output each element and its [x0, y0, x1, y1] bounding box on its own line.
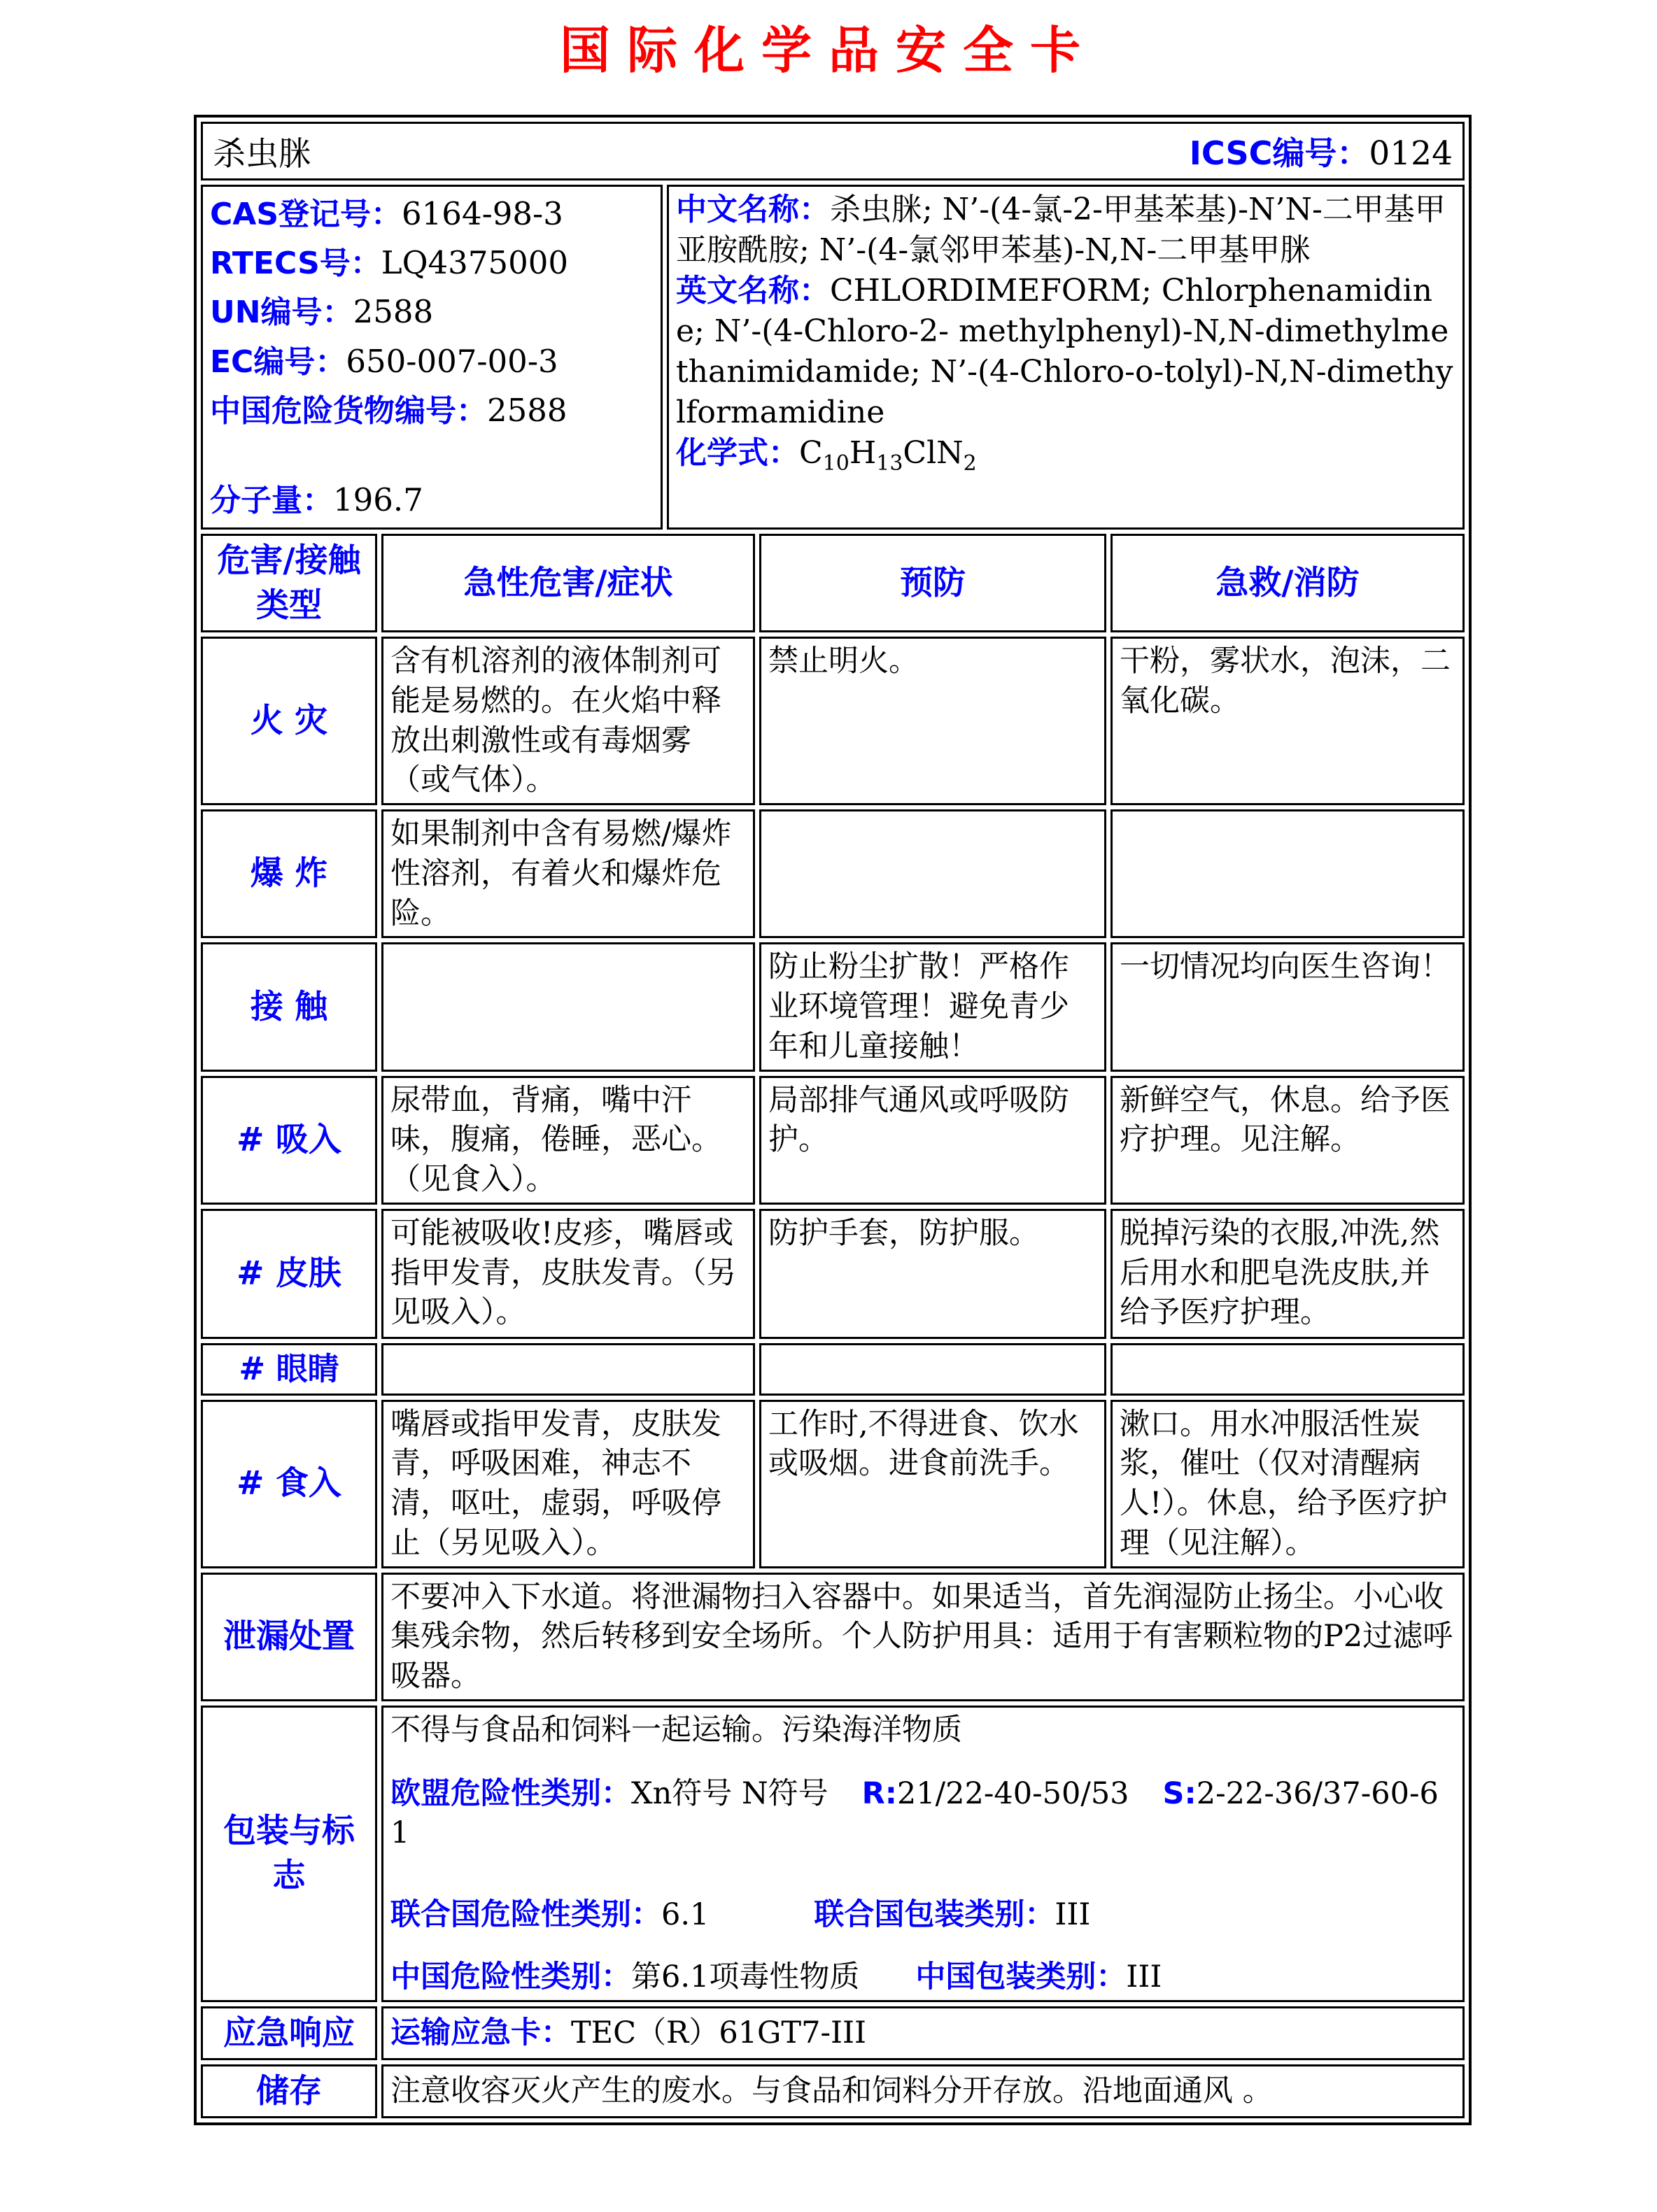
exposure-symptoms [381, 942, 755, 1071]
packaging-cn-line [390, 1957, 1455, 1997]
english-name-paragraph [676, 271, 1455, 433]
header-prevention: 预防 [759, 534, 1106, 632]
ec-value: 650-007-00-3 [346, 342, 558, 380]
mw-value: 196.7 [333, 481, 423, 518]
packaging-transport-note: 不得与食品和饲料一起运输。污染海洋物质 [390, 1712, 962, 1747]
un-pack-label: 联合国包装类别： [814, 1897, 1055, 1932]
registry-numbers-cell [201, 185, 663, 530]
transport-card-value: TEC（R）61GT7-III [571, 2015, 866, 2050]
identifier-row [201, 185, 1465, 530]
ingestion-firstaid: 漱口。用水冲服活性炭浆，催吐（仅对清醒病人!）。休息，给予医疗护理（见注解）。 [1110, 1400, 1465, 1568]
skin-label: # 皮肤 [201, 1209, 377, 1339]
eu-class-value: Xn符号 N符号 [631, 1775, 828, 1811]
fire-label: 火 灾 [201, 637, 377, 805]
fire-firstaid: 干粉，雾状水，泡沫，二氧化碳。 [1110, 637, 1465, 805]
eyes-symptoms [381, 1343, 755, 1396]
exposure-label: 接 触 [201, 942, 377, 1071]
eyes-firstaid [1110, 1343, 1465, 1396]
exposure-prevention: 防止粉尘扩散！严格作业环境管理！避免青少年和儿童接触！ [759, 942, 1106, 1071]
chemical-names-cell [667, 185, 1465, 530]
header-firstaid: 急救/消防 [1110, 534, 1465, 632]
mw-label: 分子量： [210, 482, 333, 518]
header-hazard-type: 危害/接触类型 [201, 534, 377, 632]
un-value: 2588 [353, 293, 434, 331]
hazard-row-skin [201, 1209, 1465, 1339]
page-title: 国际化学品安全卡 [559, 21, 1097, 80]
english-name-label: 英文名称： [676, 273, 830, 309]
spill-text: 不要冲入下水道。将泄漏物扫入容器中。如果适当，首先润湿防止扬尘。小心收集残余物，然后转移到安全场所。个人防护用具：适用于有害颗粒物的P2过滤呼吸器。 [381, 1573, 1465, 1701]
inhalation-firstaid: 新鲜空气，休息。给予医疗护理。见注解。 [1110, 1076, 1465, 1205]
hazard-row-fire [201, 637, 1465, 805]
explosion-prevention [759, 809, 1106, 938]
icsc-number-label: ICSC编号： [1189, 134, 1369, 172]
skin-firstaid: 脱掉污染的衣服,冲洗,然后用水和肥皂洗皮肤,并给予医疗护理。 [1110, 1209, 1465, 1339]
formula-value: $C_{10}H_{13}ClN_2$ [799, 435, 977, 476]
section-row-emergency [201, 2006, 1465, 2060]
section-row-packaging [201, 1706, 1465, 2002]
card-header-row [201, 122, 1465, 180]
explosion-firstaid [1110, 809, 1465, 938]
header-symptoms: 急性危害/症状 [381, 534, 755, 632]
un-pack-value: III [1055, 1897, 1091, 1932]
cas-value: 6164-98-3 [402, 195, 563, 232]
un-class-value: 6.1 [661, 1897, 710, 1932]
transport-card-label: 运输应急卡： [390, 2015, 571, 2050]
ec-number-line [210, 337, 654, 386]
cas-label: CAS登记号： [210, 197, 402, 232]
hazard-row-inhalation [201, 1076, 1465, 1205]
chinese-name-label: 中文名称： [676, 192, 830, 227]
exposure-firstaid: 一切情况均向医生咨询！ [1110, 942, 1465, 1071]
hazard-table-header-row [201, 534, 1465, 632]
un-number-line [210, 288, 654, 336]
un-class-label: 联合国危险性类别： [390, 1897, 661, 1932]
cn-pack-value: III [1126, 1959, 1162, 1994]
cn-dg-label: 中国危险货物编号： [210, 392, 487, 429]
s-phrases-label: S: [1162, 1775, 1197, 1811]
cn-dangerous-goods-line [210, 386, 654, 435]
packaging-content [381, 1706, 1465, 2002]
ingestion-label: # 食入 [201, 1400, 377, 1568]
ec-label: EC编号： [210, 343, 346, 380]
hazard-row-explosion [201, 809, 1465, 938]
un-label: UN编号： [210, 295, 353, 331]
cn-class-value: 第6.1项毒性物质 [631, 1959, 860, 1994]
inhalation-label: # 吸入 [201, 1076, 377, 1205]
formula-paragraph [676, 433, 1455, 477]
eyes-prevention [759, 1343, 1106, 1396]
rtecs-number-line [210, 239, 654, 288]
hazard-row-eyes [201, 1343, 1465, 1396]
explosion-label: 爆 炸 [201, 809, 377, 938]
icsc-card [194, 115, 1472, 2125]
packaging-un-line [390, 1895, 1455, 1935]
section-row-spill [201, 1573, 1465, 1701]
r-phrases-value: 21/22-40-50/53 [896, 1775, 1129, 1811]
hazard-row-exposure [201, 942, 1465, 1071]
molecular-weight-line [210, 476, 654, 525]
chinese-name-paragraph [676, 190, 1455, 271]
emergency-content [381, 2006, 1465, 2060]
chinese-name-value: 杀虫脒; N’-(4-氯-2-甲基苯基)-N’N-二甲基甲亚胺酰胺; N’-(4-氯邻甲苯基)-N,N-二甲基甲脒 [676, 192, 1446, 269]
packaging-label: 包装与标志 [201, 1706, 377, 2002]
english-name-value: CHLORDIMEFORM; Chlorphenamidine; N’-(4-Chloro-2- methylphenyl)-N,N-dimethylmethanimidamide; N’-(4-Chloro-o-tolyl)-N,N-dimethylformamidine [676, 273, 1453, 431]
substance-header-cell [201, 122, 1465, 180]
packaging-eu-line [390, 1774, 1455, 1854]
storage-label: 储存 [201, 2064, 377, 2118]
section-row-storage [201, 2064, 1465, 2118]
icsc-number-value: 0124 [1369, 134, 1453, 173]
skin-prevention: 防护手套，防护服。 [759, 1209, 1106, 1339]
rtecs-value: LQ4375000 [381, 244, 568, 282]
eyes-label: # 眼睛 [201, 1343, 377, 1396]
spill-label: 泄漏处置 [201, 1573, 377, 1701]
cas-number-line [210, 190, 654, 239]
fire-prevention: 禁止明火。 [759, 637, 1106, 805]
fire-symptoms: 含有机溶剂的液体制剂可能是易燃的。在火焰中释放出刺激性或有毒烟雾（或气体）。 [381, 637, 755, 805]
substance-name: 杀虫脒 [213, 134, 311, 173]
rtecs-label: RTECS号： [210, 246, 381, 282]
skin-symptoms: 可能被吸收!皮疹，嘴唇或指甲发青，皮肤发青。（另见吸入）。 [381, 1209, 755, 1339]
emergency-label: 应急响应 [201, 2006, 377, 2060]
icsc-number-group [1190, 128, 1453, 174]
explosion-symptoms: 如果制剂中含有易燃/爆炸性溶剂，有着火和爆炸危险。 [381, 809, 755, 938]
s-phrases-value: 2-22-36/37-60-61 [390, 1775, 1439, 1851]
cn-dg-value: 2588 [487, 391, 567, 429]
ingestion-prevention: 工作时,不得进食、饮水或吸烟。进食前洗手。 [759, 1400, 1106, 1568]
eu-class-label: 欧盟危险性类别： [390, 1775, 631, 1811]
ingestion-symptoms: 嘴唇或指甲发青，皮肤发青，呼吸困难，神志不清，呕吐，虚弱，呼吸停止（另见吸入）。 [381, 1400, 755, 1568]
cn-pack-label: 中国包装类别： [915, 1959, 1127, 1994]
inhalation-prevention: 局部排气通风或呼吸防护。 [759, 1076, 1106, 1205]
formula-label: 化学式： [676, 435, 799, 472]
hazard-row-ingestion [201, 1400, 1465, 1568]
storage-text: 注意收容灭火产生的废水。与食品和饲料分开存放。沿地面通风 。 [381, 2064, 1465, 2118]
cn-class-label: 中国危险性类别： [390, 1959, 631, 1994]
r-phrases-label: R: [861, 1775, 897, 1811]
inhalation-symptoms: 尿带血，背痛，嘴中汗味，腹痛，倦睡，恶心。（见食入）。 [381, 1076, 755, 1205]
